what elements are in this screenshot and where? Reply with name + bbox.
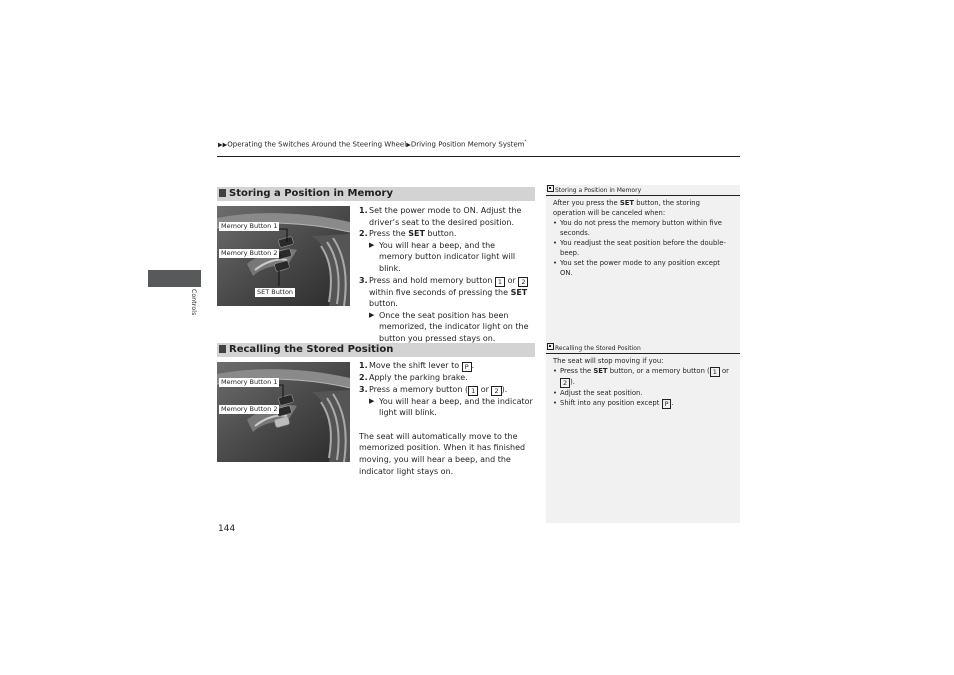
- breadcrumb-parent-link[interactable]: Operating the Switches Around the Steering Wheel: [227, 140, 407, 149]
- section-heading-storing: [217, 187, 535, 201]
- label-memory-button-2: Memory Button 2: [221, 405, 278, 413]
- step-2-result: ▶ You will hear a beep, and the memory button indicator light will blink.: [369, 240, 516, 273]
- result-arrow-icon: ▶: [369, 240, 375, 249]
- recall-stop-list: [553, 366, 732, 409]
- note-heading-storing: Storing a Position in Memory: [546, 185, 740, 196]
- chapter-label: Controls: [190, 289, 197, 316]
- storing-steps: [359, 205, 531, 345]
- section-heading-recalling: [217, 343, 535, 357]
- label-memory-button-2: Memory Button 2: [221, 249, 278, 257]
- list-item: • Shift into any position except P .: [553, 398, 732, 409]
- note-body-recalling: The seat will stop moving if you: • Press the SET button, or a memory button ( 1 or 2 ). • Adjust the seat position. • Shift into any position except P .: [546, 354, 740, 409]
- park-key: P: [462, 362, 472, 372]
- page-number: 144: [218, 524, 236, 534]
- memory-key-2: 2: [491, 386, 501, 396]
- step-1: 1. Move the shift lever to P .: [359, 361, 475, 371]
- breadcrumb-asterisk: *: [524, 139, 527, 144]
- label-memory-button-1: Memory Button 1: [221, 222, 278, 230]
- recalling-steps: [359, 360, 533, 477]
- square-bullet-icon: [219, 345, 226, 353]
- recall-paragraph: The seat will automatically move to the memorized position. When it has finished moving, you will hear a beep, and the indicator light stays on.: [359, 431, 526, 476]
- section-title: Storing a Position in Memory: [229, 188, 393, 199]
- breadcrumb-current: Driving Position Memory System: [410, 140, 525, 149]
- reference-icon: [547, 343, 554, 350]
- list-item: • Adjust the seat position.: [553, 388, 732, 398]
- step-2: 2. Apply the parking brake.: [359, 373, 468, 382]
- list-item: • Press the SET button, or a memory button ( 1 or 2 ).: [553, 366, 732, 388]
- list-item: • You do not press the memory button within five seconds.: [553, 218, 732, 238]
- memory-key-1: 1: [468, 386, 478, 396]
- memory-key-1: 1: [710, 367, 720, 377]
- memory-key-2: 2: [518, 277, 528, 287]
- list-item: • You readjust the seat position before the double-beep.: [553, 238, 732, 258]
- section-title: Recalling the Stored Position: [229, 344, 394, 355]
- breadcrumb: [218, 139, 527, 148]
- notes-sidebar: [546, 185, 740, 523]
- storing-cancel-list: [553, 218, 732, 278]
- label-memory-button-1: Memory Button 1: [221, 378, 278, 386]
- step-3-result: ▶ You will hear a beep, and the indicator light will blink.: [369, 396, 533, 418]
- arrow-icon: ▶: [406, 141, 411, 149]
- double-arrow-icon: ▶▶: [218, 141, 228, 149]
- list-item: • You set the power mode to any position except ON.: [553, 258, 732, 278]
- note-heading-recalling: Recalling the Stored Position: [546, 343, 740, 354]
- park-key: P: [662, 399, 672, 409]
- step-1: 1. Set the power mode to ON. Adjust the driver’s seat to the desired position.: [359, 206, 522, 227]
- header-divider: [217, 156, 740, 157]
- square-bullet-icon: [219, 189, 226, 197]
- step-2: 2. Press the SET button.: [359, 229, 457, 239]
- result-arrow-icon: ▶: [369, 396, 375, 405]
- step-3-result: ▶ Once the seat position has been memorized, the indicator light on the button you pressed stays on.: [369, 310, 529, 343]
- note-recalling: [546, 343, 740, 409]
- chapter-tab[interactable]: [148, 270, 201, 287]
- step-3: 3. Press a memory button ( 1 or 2 ).: [359, 384, 508, 395]
- memory-key-2: 2: [560, 378, 570, 388]
- reference-icon: [547, 185, 554, 192]
- step-3: 3. Press and hold memory button 1 or 2 within five seconds of pressing the SET button.: [359, 275, 528, 309]
- memory-key-1: 1: [495, 277, 505, 287]
- label-set-button: SET Button: [257, 288, 294, 296]
- note-body-storing: After you press the SET button, the storing operation will be canceled when: • You do not press the memory button within five seconds. • You readjust the seat position before the double-beep. • You set the power mode to any position except ON.: [546, 196, 740, 278]
- result-arrow-icon: ▶: [369, 310, 375, 319]
